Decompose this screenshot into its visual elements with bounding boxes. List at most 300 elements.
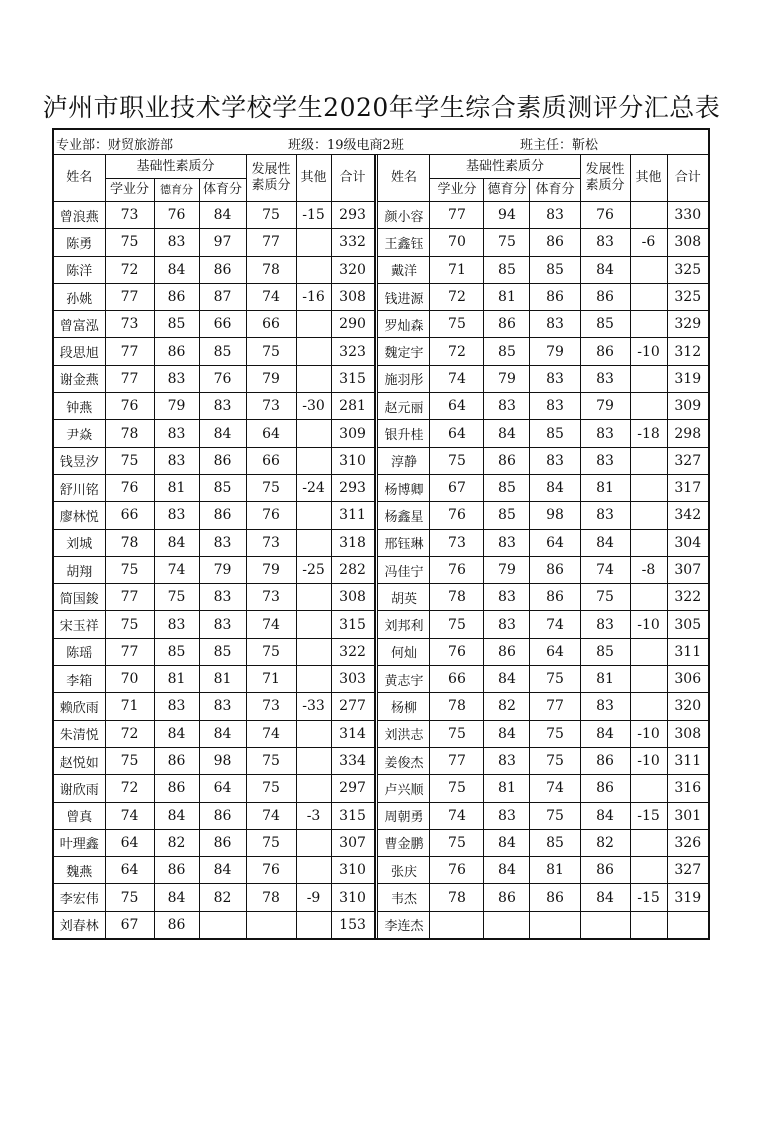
score-sheet (52, 128, 710, 940)
cell-academic: 70 (430, 229, 484, 256)
cell-dev: 79 (580, 393, 630, 420)
cell-total: 307 (667, 556, 708, 583)
cell-academic: 75 (105, 447, 154, 474)
cell-moral: 86 (484, 638, 530, 665)
cell-total: 308 (667, 720, 708, 747)
cell-moral: 86 (154, 283, 199, 310)
student-row (54, 638, 374, 665)
cell-pe: 86 (530, 884, 580, 911)
cell-total: 310 (331, 884, 374, 911)
cell-name: 施羽彤 (378, 365, 430, 392)
cell-moral: 84 (484, 720, 530, 747)
cell-other: -6 (630, 229, 667, 256)
student-row (378, 911, 708, 938)
header-other: 其他 (630, 155, 667, 202)
student-row (378, 311, 708, 338)
cell-dev: 76 (246, 857, 296, 884)
cell-total: 316 (667, 775, 708, 802)
student-row (378, 720, 708, 747)
cell-total: 305 (667, 611, 708, 638)
cell-moral: 75 (484, 229, 530, 256)
cell-other (296, 365, 331, 392)
cell-total: 326 (667, 829, 708, 856)
cell-academic: 77 (105, 338, 154, 365)
cell-other (296, 638, 331, 665)
cell-other (630, 693, 667, 720)
class-label: 班级：19级电商2班 (288, 138, 404, 153)
cell-name: 钟燕 (54, 393, 105, 420)
header-name: 姓名 (54, 155, 105, 202)
cell-other (630, 474, 667, 501)
header-academic: 学业分 (430, 179, 484, 202)
cell-moral: 85 (154, 638, 199, 665)
cell-total: 310 (331, 857, 374, 884)
cell-name: 何灿 (378, 638, 430, 665)
cell-moral: 85 (154, 311, 199, 338)
cell-name: 银升桂 (378, 420, 430, 447)
cell-name: 杨柳 (378, 693, 430, 720)
student-row (54, 911, 374, 938)
cell-moral: 84 (154, 884, 199, 911)
cell-dev: 83 (580, 420, 630, 447)
cell-academic: 75 (430, 447, 484, 474)
student-row (54, 311, 374, 338)
cell-total: 318 (331, 529, 374, 556)
cell-other: -3 (296, 802, 331, 829)
cell-other: -10 (630, 338, 667, 365)
cell-dev: 66 (246, 447, 296, 474)
student-row (378, 502, 708, 529)
cell-moral: 81 (154, 666, 199, 693)
cell-pe: 85 (530, 829, 580, 856)
cell-dev: 73 (246, 584, 296, 611)
cell-pe: 83 (199, 529, 246, 556)
cell-total: 314 (331, 720, 374, 747)
header-basic: 基础性素质分 (105, 155, 246, 179)
cell-dev: 73 (246, 693, 296, 720)
cell-pe: 86 (199, 256, 246, 283)
cell-academic: 73 (105, 202, 154, 229)
cell-moral: 83 (154, 502, 199, 529)
cell-total: 323 (331, 338, 374, 365)
cell-other: -15 (296, 202, 331, 229)
cell-academic: 76 (105, 474, 154, 501)
cell-name: 姜俊杰 (378, 747, 430, 774)
cell-total: 322 (667, 584, 708, 611)
header-other: 其他 (296, 155, 331, 202)
header-basic: 基础性素质分 (430, 155, 580, 179)
cell-total: 293 (331, 474, 374, 501)
cell-moral: 74 (154, 556, 199, 583)
cell-pe: 86 (199, 447, 246, 474)
cell-moral: 85 (484, 502, 530, 529)
cell-pe: 86 (530, 283, 580, 310)
cell-total: 320 (331, 256, 374, 283)
cell-name: 陈瑶 (54, 638, 105, 665)
header-moral-text: 德育分 (160, 183, 193, 196)
cell-total: 306 (667, 666, 708, 693)
cell-dev: 75 (246, 775, 296, 802)
student-row (54, 529, 374, 556)
right-score-table (377, 155, 708, 938)
cell-dev: 73 (246, 529, 296, 556)
cell-other: -30 (296, 393, 331, 420)
cell-academic: 75 (430, 611, 484, 638)
cell-total: 319 (667, 365, 708, 392)
cell-name: 李箱 (54, 666, 105, 693)
cell-name: 淳静 (378, 447, 430, 474)
header-development (580, 155, 630, 202)
cell-academic: 75 (105, 556, 154, 583)
cell-name: 叶理鑫 (54, 829, 105, 856)
student-row (54, 474, 374, 501)
cell-name: 胡翔 (54, 556, 105, 583)
cell-total: 309 (331, 420, 374, 447)
cell-name: 韦杰 (378, 884, 430, 911)
header-academic: 学业分 (105, 179, 154, 202)
cell-name: 曾富泓 (54, 311, 105, 338)
cell-other (630, 202, 667, 229)
cell-academic: 66 (105, 502, 154, 529)
cell-pe: 84 (530, 474, 580, 501)
cell-academic: 78 (105, 529, 154, 556)
cell-total: 312 (667, 338, 708, 365)
cell-total: 320 (667, 693, 708, 720)
cell-moral: 84 (154, 802, 199, 829)
cell-name: 曾浪燕 (54, 202, 105, 229)
student-row (378, 365, 708, 392)
cell-dev: 86 (580, 283, 630, 310)
cell-moral: 84 (154, 256, 199, 283)
document-title: 泸州市职业技术学校学生2020年学生综合素质测评分汇总表 (42, 93, 721, 122)
student-row (378, 447, 708, 474)
cell-other (630, 502, 667, 529)
cell-dev: 86 (580, 775, 630, 802)
cell-other (630, 857, 667, 884)
cell-moral: 84 (484, 857, 530, 884)
cell-academic: 76 (430, 502, 484, 529)
cell-academic: 76 (430, 857, 484, 884)
cell-name: 周朝勇 (378, 802, 430, 829)
student-row (54, 693, 374, 720)
cell-academic: 74 (105, 802, 154, 829)
cell-name: 舒川铭 (54, 474, 105, 501)
cell-other (296, 447, 331, 474)
cell-name: 曾真 (54, 802, 105, 829)
cell-dev: 75 (246, 338, 296, 365)
cell-moral: 79 (154, 393, 199, 420)
cell-name: 赵元丽 (378, 393, 430, 420)
cell-academic: 67 (430, 474, 484, 501)
cell-academic: 64 (430, 393, 484, 420)
cell-name: 赵悦如 (54, 747, 105, 774)
cell-moral: 86 (154, 775, 199, 802)
cell-name: 李宏伟 (54, 884, 105, 911)
cell-pe: 84 (199, 202, 246, 229)
cell-other (296, 666, 331, 693)
cell-pe: 64 (530, 529, 580, 556)
cell-name: 赖欣雨 (54, 693, 105, 720)
student-row (378, 611, 708, 638)
cell-pe: 83 (199, 584, 246, 611)
cell-moral: 83 (484, 802, 530, 829)
cell-other (630, 638, 667, 665)
cell-other: -33 (296, 693, 331, 720)
cell-academic: 76 (430, 638, 484, 665)
cell-name: 谢金燕 (54, 365, 105, 392)
cell-dev: 76 (246, 502, 296, 529)
cell-name: 王鑫钰 (378, 229, 430, 256)
student-row (378, 584, 708, 611)
student-row (378, 884, 708, 911)
teacher-label: 班主任：靳松 (520, 138, 599, 153)
cell-other: -15 (630, 884, 667, 911)
cell-name: 廖林悦 (54, 502, 105, 529)
cell-other: -10 (630, 747, 667, 774)
cell-name: 宋玉祥 (54, 611, 105, 638)
cell-total: 310 (331, 447, 374, 474)
cell-dev: 83 (580, 502, 630, 529)
cell-dev: 73 (246, 393, 296, 420)
cell-pe: 86 (199, 829, 246, 856)
cell-name: 魏燕 (54, 857, 105, 884)
cell-name: 杨博卿 (378, 474, 430, 501)
cell-academic: 77 (430, 202, 484, 229)
cell-name: 罗灿森 (378, 311, 430, 338)
student-row (54, 365, 374, 392)
cell-other (630, 584, 667, 611)
cell-moral: 82 (154, 829, 199, 856)
cell-moral: 83 (154, 365, 199, 392)
cell-other (630, 829, 667, 856)
cell-other (296, 911, 331, 938)
student-row (54, 857, 374, 884)
cell-dev: 82 (580, 829, 630, 856)
cell-other (296, 229, 331, 256)
cell-dev: 75 (246, 638, 296, 665)
cell-moral: 86 (484, 311, 530, 338)
cell-dev: 78 (246, 884, 296, 911)
cell-moral: 83 (484, 611, 530, 638)
cell-name: 胡英 (378, 584, 430, 611)
cell-moral: 75 (154, 584, 199, 611)
cell-other: -16 (296, 283, 331, 310)
cell-other (296, 529, 331, 556)
cell-academic: 73 (430, 529, 484, 556)
cell-academic: 72 (105, 775, 154, 802)
student-row (378, 283, 708, 310)
department-label: 专业部：财贸旅游部 (56, 138, 174, 153)
cell-other (296, 338, 331, 365)
cell-pe: 83 (199, 693, 246, 720)
header-development-text: 发展性素质分 (585, 162, 625, 193)
student-row (378, 338, 708, 365)
student-row (378, 202, 708, 229)
cell-pe: 86 (530, 556, 580, 583)
cell-pe: 83 (199, 393, 246, 420)
cell-pe: 84 (199, 420, 246, 447)
cell-academic: 78 (430, 584, 484, 611)
cell-pe: 86 (530, 584, 580, 611)
cell-dev: 71 (246, 666, 296, 693)
cell-moral: 83 (154, 229, 199, 256)
cell-academic: 72 (430, 338, 484, 365)
cell-other: -24 (296, 474, 331, 501)
cell-dev: 86 (580, 338, 630, 365)
cell-moral: 79 (484, 365, 530, 392)
cell-moral: 86 (154, 747, 199, 774)
cell-academic: 77 (105, 584, 154, 611)
cell-dev: 81 (580, 474, 630, 501)
cell-total: 325 (667, 283, 708, 310)
cell-dev: 74 (580, 556, 630, 583)
cell-total: 303 (331, 666, 374, 693)
cell-total: 322 (331, 638, 374, 665)
cell-academic: 78 (430, 884, 484, 911)
cell-dev: 79 (246, 556, 296, 583)
cell-other (296, 611, 331, 638)
cell-other: -18 (630, 420, 667, 447)
cell-academic: 75 (105, 747, 154, 774)
cell-dev: 75 (246, 747, 296, 774)
cell-moral: 84 (154, 529, 199, 556)
cell-academic: 64 (105, 829, 154, 856)
cell-name: 颜小容 (378, 202, 430, 229)
cell-total: 327 (667, 447, 708, 474)
cell-name: 刘城 (54, 529, 105, 556)
student-row (54, 720, 374, 747)
student-row (378, 529, 708, 556)
cell-pe: 85 (199, 338, 246, 365)
cell-other (296, 775, 331, 802)
cell-pe: 81 (199, 666, 246, 693)
cell-other (630, 393, 667, 420)
cell-pe: 84 (199, 720, 246, 747)
student-row (54, 666, 374, 693)
cell-academic: 72 (430, 283, 484, 310)
cell-total: 277 (331, 693, 374, 720)
header-moral: 德育分 (484, 179, 530, 202)
cell-pe: 66 (199, 311, 246, 338)
cell-total: 308 (331, 283, 374, 310)
cell-pe (199, 911, 246, 938)
cell-academic: 77 (430, 747, 484, 774)
cell-moral: 83 (484, 584, 530, 611)
cell-name: 杨鑫星 (378, 502, 430, 529)
cell-name: 冯佳宁 (378, 556, 430, 583)
cell-other (630, 775, 667, 802)
cell-other: -10 (630, 611, 667, 638)
cell-other (630, 311, 667, 338)
cell-dev: 84 (580, 720, 630, 747)
student-row (378, 556, 708, 583)
cell-pe: 87 (199, 283, 246, 310)
cell-other (630, 256, 667, 283)
cell-name: 段思旭 (54, 338, 105, 365)
cell-total: 309 (667, 393, 708, 420)
cell-moral: 81 (484, 283, 530, 310)
cell-moral (484, 911, 530, 938)
cell-pe: 84 (199, 857, 246, 884)
student-row (378, 857, 708, 884)
cell-academic: 64 (105, 857, 154, 884)
cell-name: 陈勇 (54, 229, 105, 256)
cell-pe: 83 (530, 311, 580, 338)
cell-other (630, 529, 667, 556)
cell-dev: 74 (246, 720, 296, 747)
cell-dev: 84 (580, 884, 630, 911)
cell-pe: 74 (530, 775, 580, 802)
cell-total: 315 (331, 365, 374, 392)
header-moral (154, 179, 199, 202)
student-row (54, 502, 374, 529)
student-row (378, 829, 708, 856)
cell-academic: 70 (105, 666, 154, 693)
student-row (378, 775, 708, 802)
cell-dev: 75 (246, 829, 296, 856)
cell-pe: 97 (199, 229, 246, 256)
cell-total: 281 (331, 393, 374, 420)
cell-total: 308 (667, 229, 708, 256)
cell-pe: 75 (530, 747, 580, 774)
cell-moral: 84 (484, 666, 530, 693)
cell-dev: 84 (580, 802, 630, 829)
cell-other (296, 720, 331, 747)
cell-dev: 83 (580, 611, 630, 638)
cell-total: 315 (331, 802, 374, 829)
cell-pe: 82 (199, 884, 246, 911)
cell-pe: 83 (530, 447, 580, 474)
cell-total: 297 (331, 775, 374, 802)
cell-pe: 83 (530, 393, 580, 420)
cell-dev: 84 (580, 529, 630, 556)
cell-pe: 98 (199, 747, 246, 774)
cell-pe: 77 (530, 693, 580, 720)
cell-name: 黄志宇 (378, 666, 430, 693)
header-total: 合计 (667, 155, 708, 202)
cell-dev: 74 (246, 283, 296, 310)
cell-other: -8 (630, 556, 667, 583)
cell-name: 尹焱 (54, 420, 105, 447)
cell-moral: 79 (484, 556, 530, 583)
cell-moral: 83 (484, 747, 530, 774)
cell-academic: 74 (430, 802, 484, 829)
cell-pe: 83 (530, 202, 580, 229)
cell-moral: 94 (484, 202, 530, 229)
cell-academic: 66 (430, 666, 484, 693)
cell-academic: 75 (105, 229, 154, 256)
student-row (378, 474, 708, 501)
student-row (54, 747, 374, 774)
cell-name: 刘邦利 (378, 611, 430, 638)
cell-name: 朱清悦 (54, 720, 105, 747)
cell-total: 327 (667, 857, 708, 884)
cell-pe: 83 (530, 365, 580, 392)
cell-moral: 85 (484, 474, 530, 501)
cell-pe: 86 (530, 229, 580, 256)
left-score-table (54, 155, 375, 938)
cell-academic: 75 (105, 884, 154, 911)
cell-moral: 86 (484, 884, 530, 911)
cell-total: 282 (331, 556, 374, 583)
cell-other (630, 911, 667, 938)
cell-dev: 81 (580, 666, 630, 693)
cell-total: 334 (331, 747, 374, 774)
cell-pe: 83 (199, 611, 246, 638)
cell-academic: 77 (105, 283, 154, 310)
student-row (54, 829, 374, 856)
cell-total: 330 (667, 202, 708, 229)
